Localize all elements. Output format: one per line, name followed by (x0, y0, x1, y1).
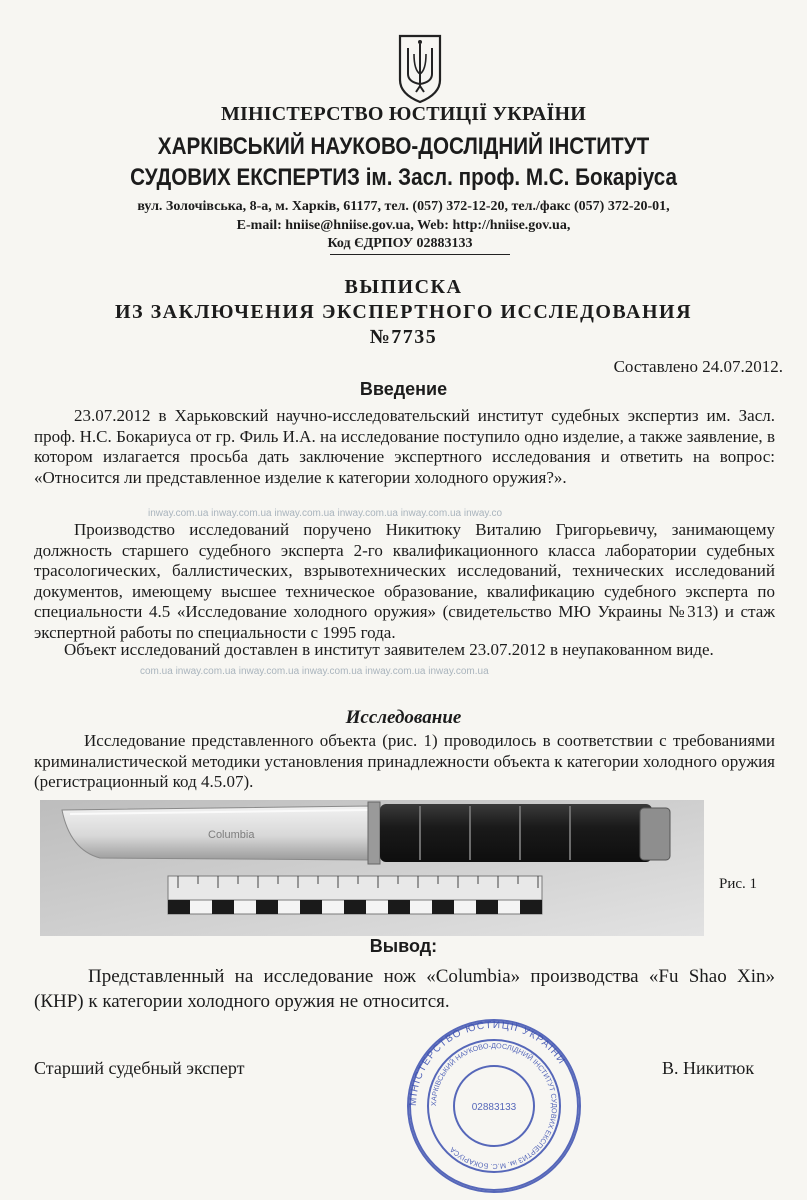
header-divider (330, 254, 510, 255)
stamp-outer-text: МІНІСТЕРСТВО ЮСТИЦІЇ УКРАЇНИ (407, 1019, 568, 1107)
institute-address: вул. Золочівська, 8-а, м. Харків, 61177, тел. (057) 372-12-20, тел./факс (057) 372-20-01, (137, 199, 670, 214)
trident-emblem-icon (396, 34, 444, 104)
intro-heading: Введение (359, 379, 448, 399)
research-heading: Исследование (345, 707, 462, 728)
blade-marking: Columbia (208, 829, 255, 841)
intro-paragraph-1: 23.07.2012 в Харьковский научно-исследовательский институт судебных экспертиз им. Засл. проф. Н.С. Бокариуса от гр. Филь И.А. на исследование поступило одно изделие, а также заявление, в котором излагается просьба дать заключение экспертного исследования и ответить на вопрос: «Относится ли представленное изделие к категории холодного оружия?». (34, 406, 775, 487)
institute-name-line2: СУДОВИХ ЕКСПЕРТИЗ ім. Засл. проф. М.С. Бокаріуса (130, 164, 677, 191)
edrpou-code: Код ЄДРПОУ 02883133 (327, 236, 473, 251)
stamp-code: 02883133 (471, 1102, 517, 1113)
document-subtitle: ИЗ ЗАКЛЮЧЕНИЯ ЭКСПЕРТНОГО ИССЛЕДОВАНИЯ (114, 301, 693, 323)
official-stamp (396, 1014, 592, 1194)
signature-name: В. Никитюк (662, 1058, 755, 1078)
research-paragraph: Исследование представленного объекта (рис. 1) проводилось в соответствии с требованиями криминалистической методики установления принадлежности объекта к категории холодного оружия (регистрационный код 4.5.07). (34, 731, 775, 792)
institute-name-line1: ХАРКІВСЬКИЙ НАУКОВО-ДОСЛІДНИЙ ІНСТИТУТ (157, 133, 650, 160)
institute-contacts: E-mail: hniise@hniise.gov.ua, Web: http://hniise.gov.ua, (236, 218, 571, 233)
scale-ruler (168, 876, 542, 900)
stamp-inner-text: ХАРКІВСЬКИЙ НАУКОВО-ДОСЛІДНИЙ ІНСТИТУТ СУДОВИХ ЕКСПЕРТИЗ ім. М.С. БОКАРІУСА (428, 1040, 560, 1172)
document-number: №7735 (369, 326, 438, 348)
watermark-line-2: com.ua inway.com.ua inway.com.ua inway.com.ua inway.com.ua inway.com.ua (140, 666, 489, 677)
intro-paragraph-3: Объект исследований доставлен в институт заявителем 23.07.2012 в неупакованном виде. (64, 640, 714, 659)
document-title: ВЫПИСКА (344, 276, 463, 298)
conclusion-text: Представленный на исследование нож «Columbia» производства «Fu Shao Xin» (КНР) к категории холодного оружия не относится. (34, 966, 775, 1012)
knife-photo (40, 800, 704, 936)
compiled-date: Составлено 24.07.2012. (613, 357, 783, 376)
ministry-name: МІНІСТЕРСТВО ЮСТИЦІЇ УКРАЇНИ (220, 103, 587, 125)
watermark-line-1: inway.com.ua inway.com.ua inway.com.ua inway.com.ua inway.com.ua inway.co (148, 508, 503, 519)
intro-paragraph-2: Производство исследований поручено Никитюку Виталию Григорьевичу, занимающему должность старшего судебного эксперта 2-го квалификационного класса лаборатории судебных трасологических, баллистических, взрывотехнических исследований, технических исследований документов, имеющему высшее техническое образование, квалификацию судебного эксперта по специальности 4.5 «Исследование холодного оружия» (свидетельство МЮ Украины №313) и стаж экспертной работы по специальности с 1995 года. (34, 520, 775, 642)
conclusion-heading: Вывод: (369, 936, 438, 956)
figure-label: Рис. 1 (719, 876, 758, 892)
knife-guard (368, 802, 380, 864)
scale-checker-strip (168, 900, 542, 914)
signature-role: Старший судебный эксперт (34, 1058, 245, 1078)
knife-pommel (640, 808, 670, 860)
